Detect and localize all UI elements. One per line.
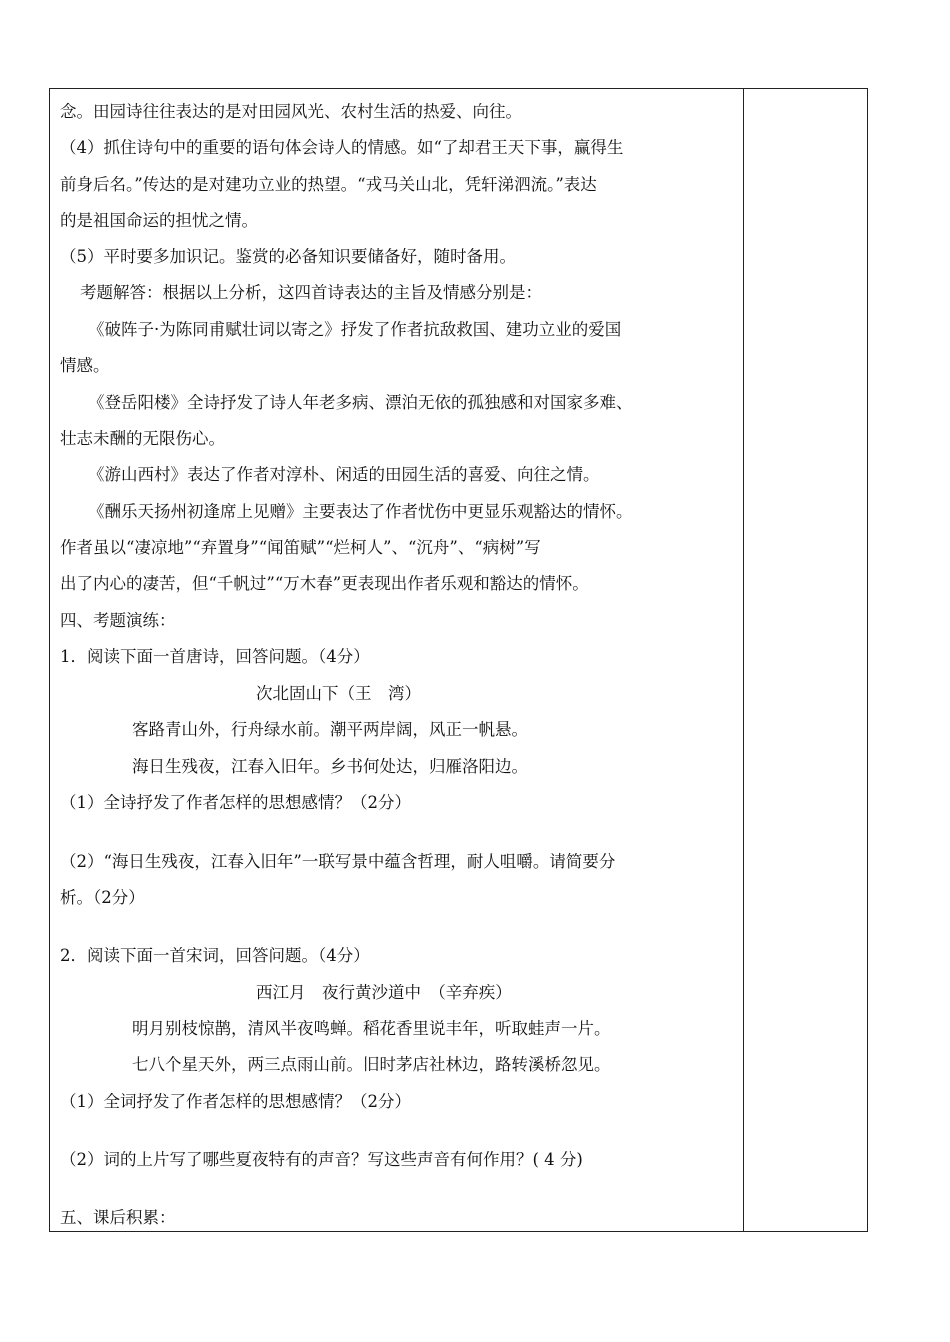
text-line: 情感。: [60, 356, 110, 375]
sub-question: （2）词的上片写了哪些夏夜特有的声音？写这些声音有何作用？( 4 分): [60, 1150, 583, 1169]
text-line: 前身后名。”传达的是对建功立业的热望。“戎马关山北，凭轩涕泗流。”表达: [60, 175, 597, 194]
table-column-divider: [743, 88, 744, 1232]
sub-question: （1）全诗抒发了作者怎样的思想感情？（2分）: [60, 793, 411, 812]
text-line: 出了内心的凄苦，但“千帆过”“万木春”更表现出作者乐观和豁达的情怀。: [60, 574, 589, 593]
poem-line: 海日生残夜，江春入旧年。乡书何处达，归雁洛阳边。: [132, 757, 528, 776]
poem-line: 明月别枝惊鹊，清风半夜鸣蝉。稻花香里说丰年，听取蛙声一片。: [132, 1019, 611, 1038]
question-heading: 1．阅读下面一首唐诗，回答问题。（4分）: [60, 647, 370, 666]
text-line: （5）平时要多加识记。鉴赏的必备知识要储备好，随时备用。: [60, 247, 516, 266]
poem-title: 西江月 夜行黄沙道中 （辛弃疾）: [256, 983, 512, 1002]
section-heading: 五、课后积累：: [60, 1208, 176, 1227]
text-line: 《游山西村》表达了作者对淳朴、闲适的田园生活的喜爱、向往之情。: [88, 465, 600, 484]
sub-question: （2）“海日生残夜，江春入旧年”一联写景中蕴含哲理，耐人咀嚼。请简要分: [60, 852, 616, 871]
text-line: 《登岳阳楼》全诗抒发了诗人年老多病、漂泊无依的孤独感和对国家多难、: [88, 393, 633, 412]
sub-question: 析。（2分）: [60, 888, 145, 907]
text-line: 念。田园诗往往表达的是对田园风光、农村生活的热爱、向往。: [60, 102, 522, 121]
sub-question: （1）全词抒发了作者怎样的思想感情？（2分）: [60, 1092, 411, 1111]
text-line: 考题解答：根据以上分析，这四首诗表达的主旨及情感分别是：: [80, 283, 542, 302]
text-line: 作者虽以“凄凉地”“弃置身”“闻笛赋”“烂柯人”、“沉舟”、“病树”写: [60, 538, 541, 557]
poem-title: 次北固山下（王 湾）: [256, 684, 421, 703]
poem-line: 客路青山外，行舟绿水前。潮平两岸阔，风正一帆悬。: [132, 720, 528, 739]
poem-line: 七八个星天外，两三点雨山前。旧时茅店社林边，路转溪桥忽见。: [132, 1055, 611, 1074]
text-line: 《破阵子·为陈同甫赋壮词以寄之》抒发了作者抗敌救国、建功立业的爱国: [88, 320, 622, 339]
section-heading: 四、考题演练：: [60, 611, 176, 630]
text-line: 壮志未酬的无限伤心。: [60, 429, 225, 448]
question-heading: 2．阅读下面一首宋词，回答问题。（4分）: [60, 946, 370, 965]
text-line: （4）抓住诗句中的重要的语句体会诗人的情感。如“了却君王天下事，赢得生: [60, 138, 624, 157]
text-line: 的是祖国命运的担忧之情。: [60, 211, 258, 230]
text-line: 《酬乐天扬州初逢席上见赠》主要表达了作者忧伤中更显乐观豁达的情怀。: [88, 502, 633, 521]
